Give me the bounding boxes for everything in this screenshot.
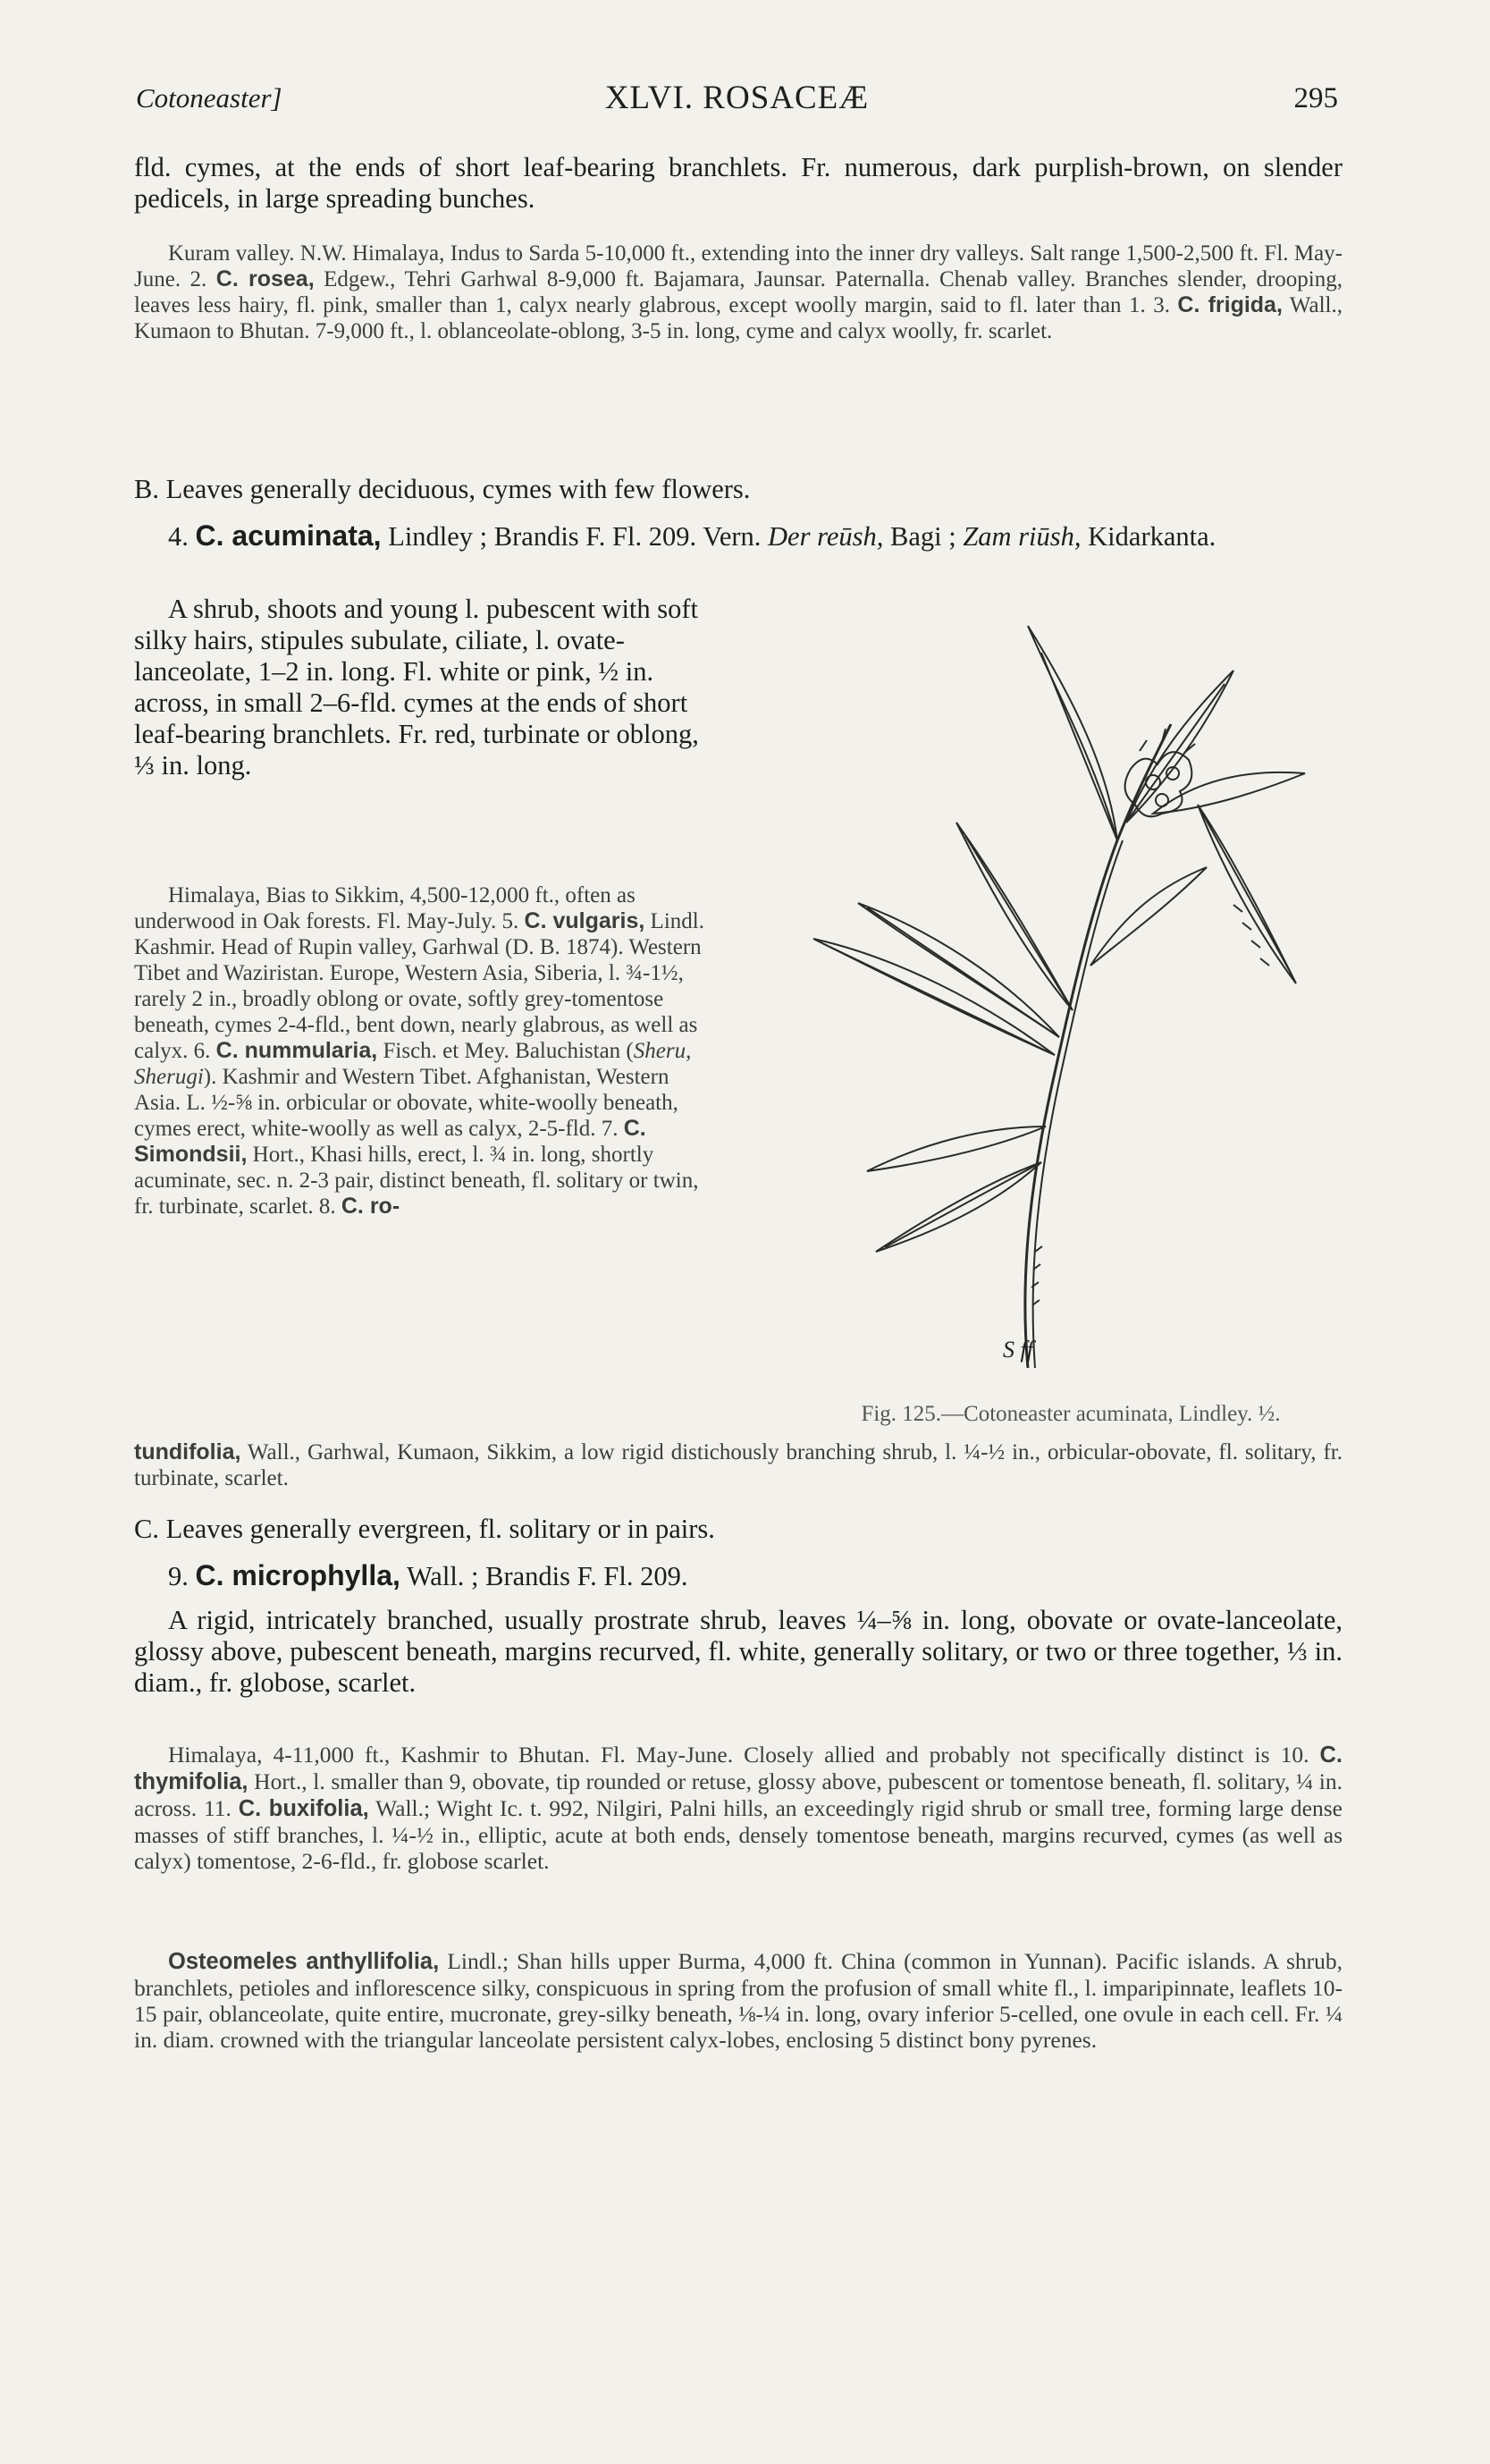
- illustration-cotoneaster-acuminata: [733, 590, 1323, 1377]
- illustrator-initials: S ff: [1003, 1337, 1033, 1363]
- notes-rotundifolia: tundifolia, Wall., Garhwal, Kumaon, Sikkim, a low rigid distichously branching shrub, l. ¼-½ in., orbicular-obovate, fl. solitary, fr. turbinate, scarlet.: [134, 1439, 1343, 1490]
- species-frigida: C. frigida,: [1177, 292, 1283, 317]
- page-number: 295: [1293, 82, 1338, 114]
- species-acuminata: C. acuminata,: [195, 519, 382, 552]
- description-acuminata: A shrub, shoots and young l. pubescent with soft silky hairs, stipules subulate, ciliate, l. ovate-lanceolate, 1–2 in. long. Fl. white or pink, ½ in. across, in small 2–6-fld. cymes at the ends of short leaf-bearing branchlets. Fr. red, turbinate or oblong, ⅓ in. long.: [134, 594, 699, 781]
- plant-drawing: [733, 590, 1323, 1377]
- species-buxifolia: C. buxifolia,: [238, 1796, 369, 1821]
- section-c-heading: C. Leaves generally evergreen, fl. solitary or in pairs.: [134, 1514, 715, 1544]
- species-rotundifolia-part2: tundifolia,: [134, 1439, 241, 1464]
- species-microphylla-heading: 9. C. microphylla, Wall. ; Brandis F. Fl. 209.: [168, 1559, 688, 1591]
- description-microphylla: A rigid, intricately branched, usually prostrate shrub, leaves ¼–⅝ in. long, obovate or ovate-lanceolate, glossy above, pubescent beneath, margins recurved, fl. white, generally solitary, or two or three together, ⅓ in. diam., fr. globose, scarlet.: [134, 1605, 1343, 1698]
- species-thymifolia: C. thymifolia,: [134, 1743, 1343, 1794]
- species-simondsii: C. Simondsii,: [134, 1116, 646, 1167]
- section-b-heading: B. Leaves generally deciduous, cymes with few flowers.: [134, 474, 751, 504]
- species-vulgaris: C. vulgaris,: [524, 908, 645, 933]
- figure-caption: Fig. 125.—Cotoneaster acuminata, Lindley. ½.: [861, 1402, 1281, 1426]
- species-nummularia: C. nummularia,: [215, 1038, 378, 1063]
- species-rotundifolia-part1: C. ro-: [341, 1194, 400, 1219]
- notes-acuminata: Himalaya, Bias to Sikkim, 4,500-12,000 ft., often as underwood in Oak forests. Fl. May-July. 5. C. vulgaris, Lindl. Kashmir. Head of Rupin valley, Garhwal (D. B. 1874). Western Tibet and Waziristan. Europe, Western Asia, Siberia, l. ¾-1½, rarely 2 in., broadly oblong or ovate, softly grey-tomentose beneath, cymes 2-4-fld., bent down, nearly glabrous, as well as calyx. 6. C. nummularia, Fisch. et Mey. Baluchistan (Sheru, Sherugi). Kashmir and Western Tibet. Afghanistan, Western Asia. L. ½-⅝ in. orbicular or obovate, white-woolly beneath, cymes erect, white-woolly as well as calyx, 2-5-fld. 7. C. Simondsii, Hort., Khasi hills, erect, l. ¾ in. long, shortly acuminate, sec. n. 2-3 pair, distinct beneath, fl. solitary or twin, fr. turbinate, scarlet. 8. C. ro-: [134, 883, 704, 1219]
- notes-osteomeles: Osteomeles anthyllifolia, Lindl.; Shan hills upper Burma, 4,000 ft. China (common in Yunnan). Pacific islands. A shrub, branchlets, petioles and inflorescence silky, conspicuous in spring from the profusion of small white fl., l. imparipinnate, leaflets 10-15 pair, oblanceolate, quite entire, mucronate, grey-silky beneath, ⅛-¼ in. long, ovary inferior 5-celled, one ovule in each cell. Fr. ¼ in. diam. crowned with the triangular lanceolate persistent calyx-lobes, enclosing 5 distinct bony pyrenes.: [134, 1948, 1343, 2053]
- species-osteomeles: Osteomeles anthyllifolia,: [168, 1949, 440, 1974]
- species-acuminata-heading: 4. C. acuminata, Lindley ; Brandis F. Fl. 209. Vern. Der reūsh, Bagi ; Zam riūsh, Kidarkanta.: [168, 519, 1216, 552]
- notes-kuram: Kuram valley. N.W. Himalaya, Indus to Sarda 5-10,000 ft., extending into the inner dry valleys. Salt range 1,500-2,500 ft. Fl. May-June. 2. C. rosea, Edgew., Tehri Garhwal 8-9,000 ft. Bajamara, Jaunsar. Paternalla. Chenab valley. Branches slender, drooping, leaves less hairy, fl. pink, smaller than 1, calyx nearly glabrous, except woolly margin, said to fl. later than 1. 3. C. frigida, Wall., Kumaon to Bhutan. 7-9,000 ft., l. oblanceolate-oblong, 3-5 in. long, cyme and calyx woolly, fr. scarlet.: [134, 241, 1343, 343]
- running-header: [136, 79, 1338, 123]
- header-genus: Cotoneaster]: [136, 82, 282, 114]
- species-microphylla: C. microphylla,: [195, 1559, 400, 1591]
- notes-microphylla: Himalaya, 4-11,000 ft., Kashmir to Bhutan. Fl. May-June. Closely allied and probably not specifically distinct is 10. C. thymifolia, Hort., l. smaller than 9, obovate, tip rounded or retuse, glossy above, pubescent or tomentose beneath, fl. solitary, ¼ in. across. 11. C. buxifolia, Wall.; Wight Ic. t. 992, Nilgiri, Palni hills, an exceedingly rigid shrub or small tree, forming large dense masses of stiff branches, l. ¼-½ in., elliptic, acute at both ends, densely tomentose beneath, margins recurved, cymes (as well as calyx) tomentose, 2-6-fld., fr. globose scarlet.: [134, 1742, 1343, 1874]
- header-family: XLVI. ROSACEÆ: [604, 80, 870, 116]
- species-rosea: C. rosea,: [215, 266, 315, 291]
- paragraph-cymes: fld. cymes, at the ends of short leaf-bearing branchlets. Fr. numerous, dark purplish-brown, on slender pedicels, in large spreading bunches.: [134, 152, 1343, 214]
